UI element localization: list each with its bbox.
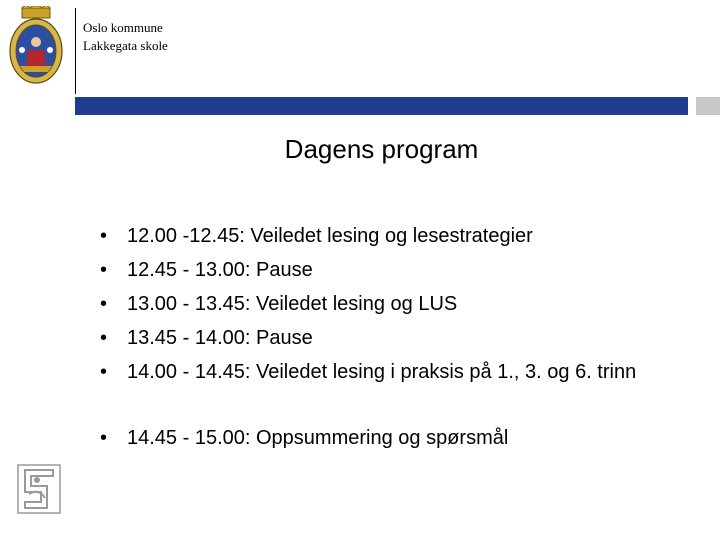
- header-divider: [75, 8, 76, 94]
- oslo-kommune-logo-icon: [17, 464, 61, 514]
- program-item-text: 12.00 -12.45: Veiledet lesing og lesestrategier: [127, 225, 533, 247]
- program-list: [0, 219, 720, 455]
- bullet-icon: •: [100, 327, 108, 349]
- program-item: [0, 421, 720, 455]
- bullet-icon: •: [100, 259, 108, 281]
- program-item-text: 14.45 - 15.00: Oppsummering og spørsmål: [127, 427, 509, 449]
- accent-bar-end: [696, 97, 720, 115]
- school-name: Lakkegata skole: [83, 38, 168, 53]
- program-item: [0, 219, 720, 253]
- program-item-text: 13.45 - 14.00: Pause: [127, 327, 313, 349]
- organization-header: [83, 19, 168, 55]
- program-item-text: 12.45 - 13.00: Pause: [127, 259, 313, 281]
- program-item-text: 14.00 - 14.45: Veiledet lesing i praksis på 1., 3. og 6. trinn: [127, 361, 637, 383]
- bullet-icon: •: [100, 427, 108, 449]
- bullet-icon: •: [100, 225, 108, 247]
- slide-title: Dagens program: [284, 134, 479, 164]
- program-item: [0, 253, 720, 287]
- program-item-text: 13.00 - 13.45: Veiledet lesing og LUS: [127, 293, 458, 315]
- bullet-icon: •: [100, 361, 108, 383]
- bullet-icon: •: [100, 293, 108, 315]
- program-item: [0, 287, 720, 321]
- accent-bar: [75, 97, 688, 115]
- program-item: [0, 321, 720, 355]
- org-name: Oslo kommune: [83, 20, 163, 35]
- program-item: [0, 355, 720, 421]
- oslo-coat-of-arms-icon: [8, 6, 64, 86]
